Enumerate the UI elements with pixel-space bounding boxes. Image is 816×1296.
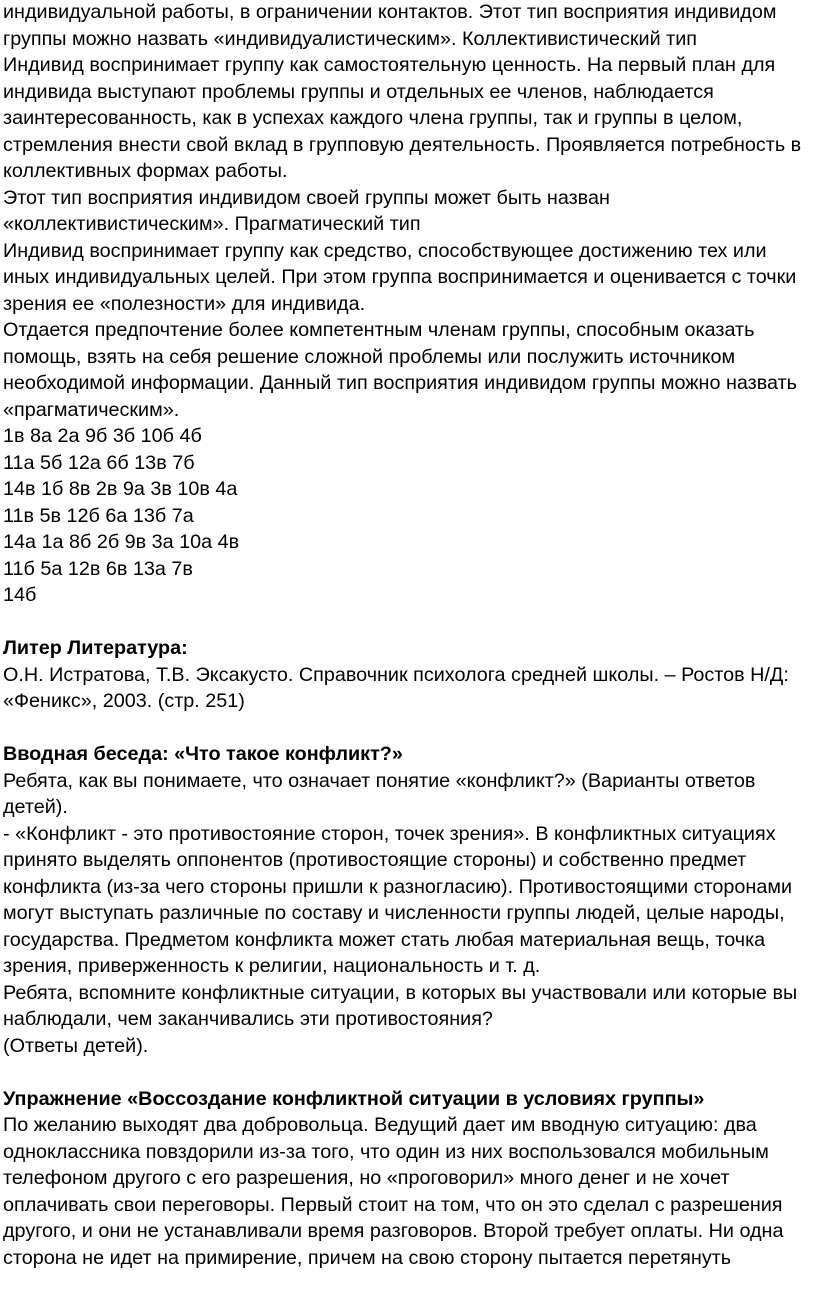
text-line: Индивид воспринимает группу как самостоятельную ценность. На первый план для [3, 54, 776, 76]
text-line: стремления внести свой вклад в групповую деятельность. Проявляется потребность в [3, 134, 802, 156]
text-line: принято выделять оппонентов (противостоящие стороны) и собственно предмет [3, 849, 747, 871]
text-line: (Ответы детей). [3, 1035, 149, 1057]
text-line: «прагматическим». [3, 399, 180, 421]
answer-key-line: 14б [3, 584, 37, 606]
text-line: «коллективистическим». Прагматический тип [3, 213, 421, 235]
text-line: коллективных формах работы. [3, 160, 288, 182]
text-line: иных индивидуальных целей. При этом группа воспринимается и оценивается с точки [3, 266, 797, 288]
text-line: О.Н. Истратова, Т.В. Эксакусто. Справочник психолога средней школы. – Ростов Н/Д: [3, 664, 789, 686]
text-line: Отдается предпочтение более компетентным членам группы, способным оказать [3, 319, 755, 341]
answer-key-line: 11а 5б 12а 6б 13в 7б [3, 452, 195, 474]
text-line: необходимой информации. Данный тип восприятия индивидом группы можно назвать [3, 372, 797, 394]
text-line: Ребята, как вы понимаете, что означает понятие «конфликт?» (Варианты ответов [3, 770, 756, 792]
text-line: конфликта (из-за чего стороны пришли к разногласию). Противостоящими сторонами [3, 876, 792, 898]
text-line: Ребята, вспомните конфликтные ситуации, в которых вы участвовали или которые вы [3, 982, 798, 1004]
text-line: государства. Предметом конфликта может стать любая материальная вещь, точка [3, 929, 766, 951]
answer-key-line: 1в 8а 2а 9б 3б 10б 4б [3, 425, 202, 447]
literature-heading: Литер Литература: [3, 637, 188, 659]
text-line: детей). [3, 796, 68, 818]
text-line: - «Конфликт - это противостояние сторон, точек зрения». В конфликтных ситуациях [3, 823, 776, 845]
answer-key-line: 14в 1б 8в 2в 9а 3в 10в 4а [3, 478, 238, 500]
section-heading: Вводная беседа: «Что такое конфликт?» [3, 743, 403, 765]
text-line: сторона не идет на примирение, причем на свою сторону пытается перетянуть [3, 1247, 732, 1269]
answer-key-line: 11в 5в 12б 6а 13б 7а [3, 505, 194, 527]
text-line: По желанию выходят два добровольца. Ведущий дает им вводную ситуацию: два [3, 1114, 757, 1136]
text-line: одноклассника повздорили из-за того, что один из них воспользовался мобильным [3, 1141, 769, 1163]
text-line: «Феникс», 2003. (стр. 251) [3, 690, 245, 712]
text-line: Этот тип восприятия индивидом своей группы может быть назван [3, 187, 610, 209]
text-line: индивидуальной работы, в ограничении контактов. Этот тип восприятия индивидом [3, 1, 777, 23]
text-line: помощь, взять на себя решение сложной проблемы или послужить источником [3, 346, 736, 368]
answer-key-line: 11б 5а 12в 6в 13а 7в [3, 558, 193, 580]
text-line: оплачивать свои переговоры. Первый стоит на том, что он это сделал с разрешения [3, 1194, 783, 1216]
text-line: индивида выступают проблемы группы и отдельных ее членов, наблюдается [3, 81, 714, 103]
text-line: могут выступать различные по составу и численности группы людей, целые народы, [3, 902, 785, 924]
section-heading: Упражнение «Воссоздание конфликтной ситуации в условиях группы» [3, 1088, 705, 1110]
text-line: зрения ее «полезности» для индивида. [3, 293, 366, 315]
text-line: другого, и они не устанавливали время разговоров. Второй требует оплаты. Ни одна [3, 1220, 784, 1242]
text-line: Индивид воспринимает группу как средство, способствующее достижению тех или [3, 240, 767, 262]
text-line: телефоном другого с его разрешения, но «проговорил» много денег и не хочет [3, 1167, 730, 1189]
answer-key-line: 14а 1а 8б 2б 9в 3а 10а 4в [3, 531, 240, 553]
text-line: наблюдали, чем заканчивались эти противостояния? [3, 1008, 493, 1030]
text-line: заинтересованность, как в успехах каждого члена группы, так и группы в целом, [3, 107, 743, 129]
text-line: зрения, приверженность к религии, национальность и т. д. [3, 955, 541, 977]
text-line: группы можно назвать «индивидуалистическим». Коллективистический тип [3, 28, 697, 50]
